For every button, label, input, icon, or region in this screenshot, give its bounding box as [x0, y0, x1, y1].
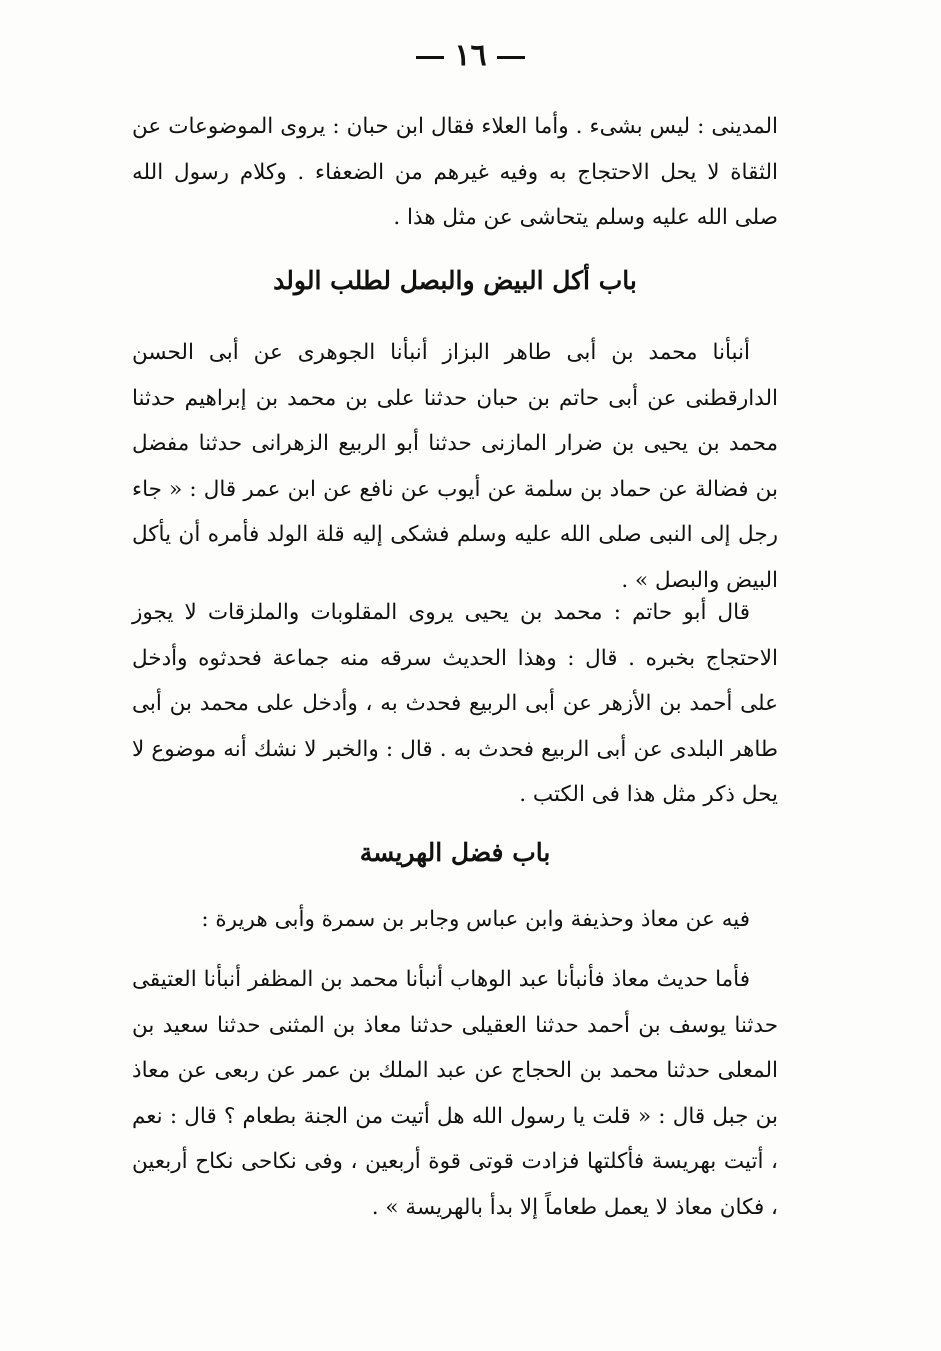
section-heading-harissa: باب فضل الهريسة [359, 838, 551, 867]
page-number: ١٦ [454, 38, 487, 73]
paragraph-2: أنبأنا محمد بن أبى طاهر البزاز أنبأنا الجوهرى عن أبى الحسن الدارقطنى عن أبى حاتم بن حبان حدثنا على بن محمد بن إبراهيم حدثنا محمد بن يحيى بن ضرار المازنى حدثنا أبو الربيع الزهرانى حدثنا مفضل بن فضالة عن حماد بن سلمة عن أيوب عن نافع عن ابن عمر قال : « جاء رجل إلى النبى صلى الله عليه وسلم فشكى إليه قلة الولد فأمره أن يأكل البيض والبصل » . [132, 340, 778, 593]
paragraph-5: فأما حديث معاذ فأنبأنا عبد الوهاب أنبأنا محمد بن المظفر أنبأنا العتيقى حدثنا يوسف بن أحمد حدثنا العقيلى حدثنا معاذ بن المثنى حدثنا سعيد بن المعلى حدثنا محمد بن الحجاج عن عبد الملك بن عمر عن ربعى عن معاذ بن جبل قال : « قلت يا رسول الله هل أتيت من الجنة بطعام ؟ قال : نعم ، أتيت بهريسة فأكلتها فزادت قوتى قوة أربعين ، وفى نكاحى نكاح أربعين ، فكان معاذ لا يعمل طعاماً إلا بدأ بالهريسة » . [132, 967, 778, 1220]
section-heading-eggs-onion: باب أكل البيض والبصل لطلب الولد [273, 266, 637, 295]
right-dash [497, 56, 525, 59]
paragraph-1: المدينى : ليس بشىء . وأما العلاء فقال ابن حبان : يروى الموضوعات عن الثقاة لا يحل الاحتجاج به وفيه غيرهم من الضعفاء . وكلام رسول الله صلى الله عليه وسلم يتحاشى عن مثل هذا . [132, 114, 778, 230]
paragraph-4: فيه عن معاذ وحذيفة وابن عباس وجابر بن سمرة وأبى هريرة : [201, 907, 750, 932]
page-number-header [0, 38, 941, 73]
left-dash [416, 56, 444, 59]
paragraph-3: قال أبو حاتم : محمد بن يحيى يروى المقلوبات والملزقات لا يجوز الاحتجاج بخبره . قال : وهذا الحديث سرقه منه جماعة فحدثوه وأدخل على أحمد بن الأزهر عن أبى الربيع فحدث به ، وأدخل على محمد بن أبى طاهر البلدى عن أبى الربيع فحدث به . قال : والخبر لا نشك أنه موضوع لا يحل ذكر مثل هذا فى الكتب . [132, 600, 778, 807]
